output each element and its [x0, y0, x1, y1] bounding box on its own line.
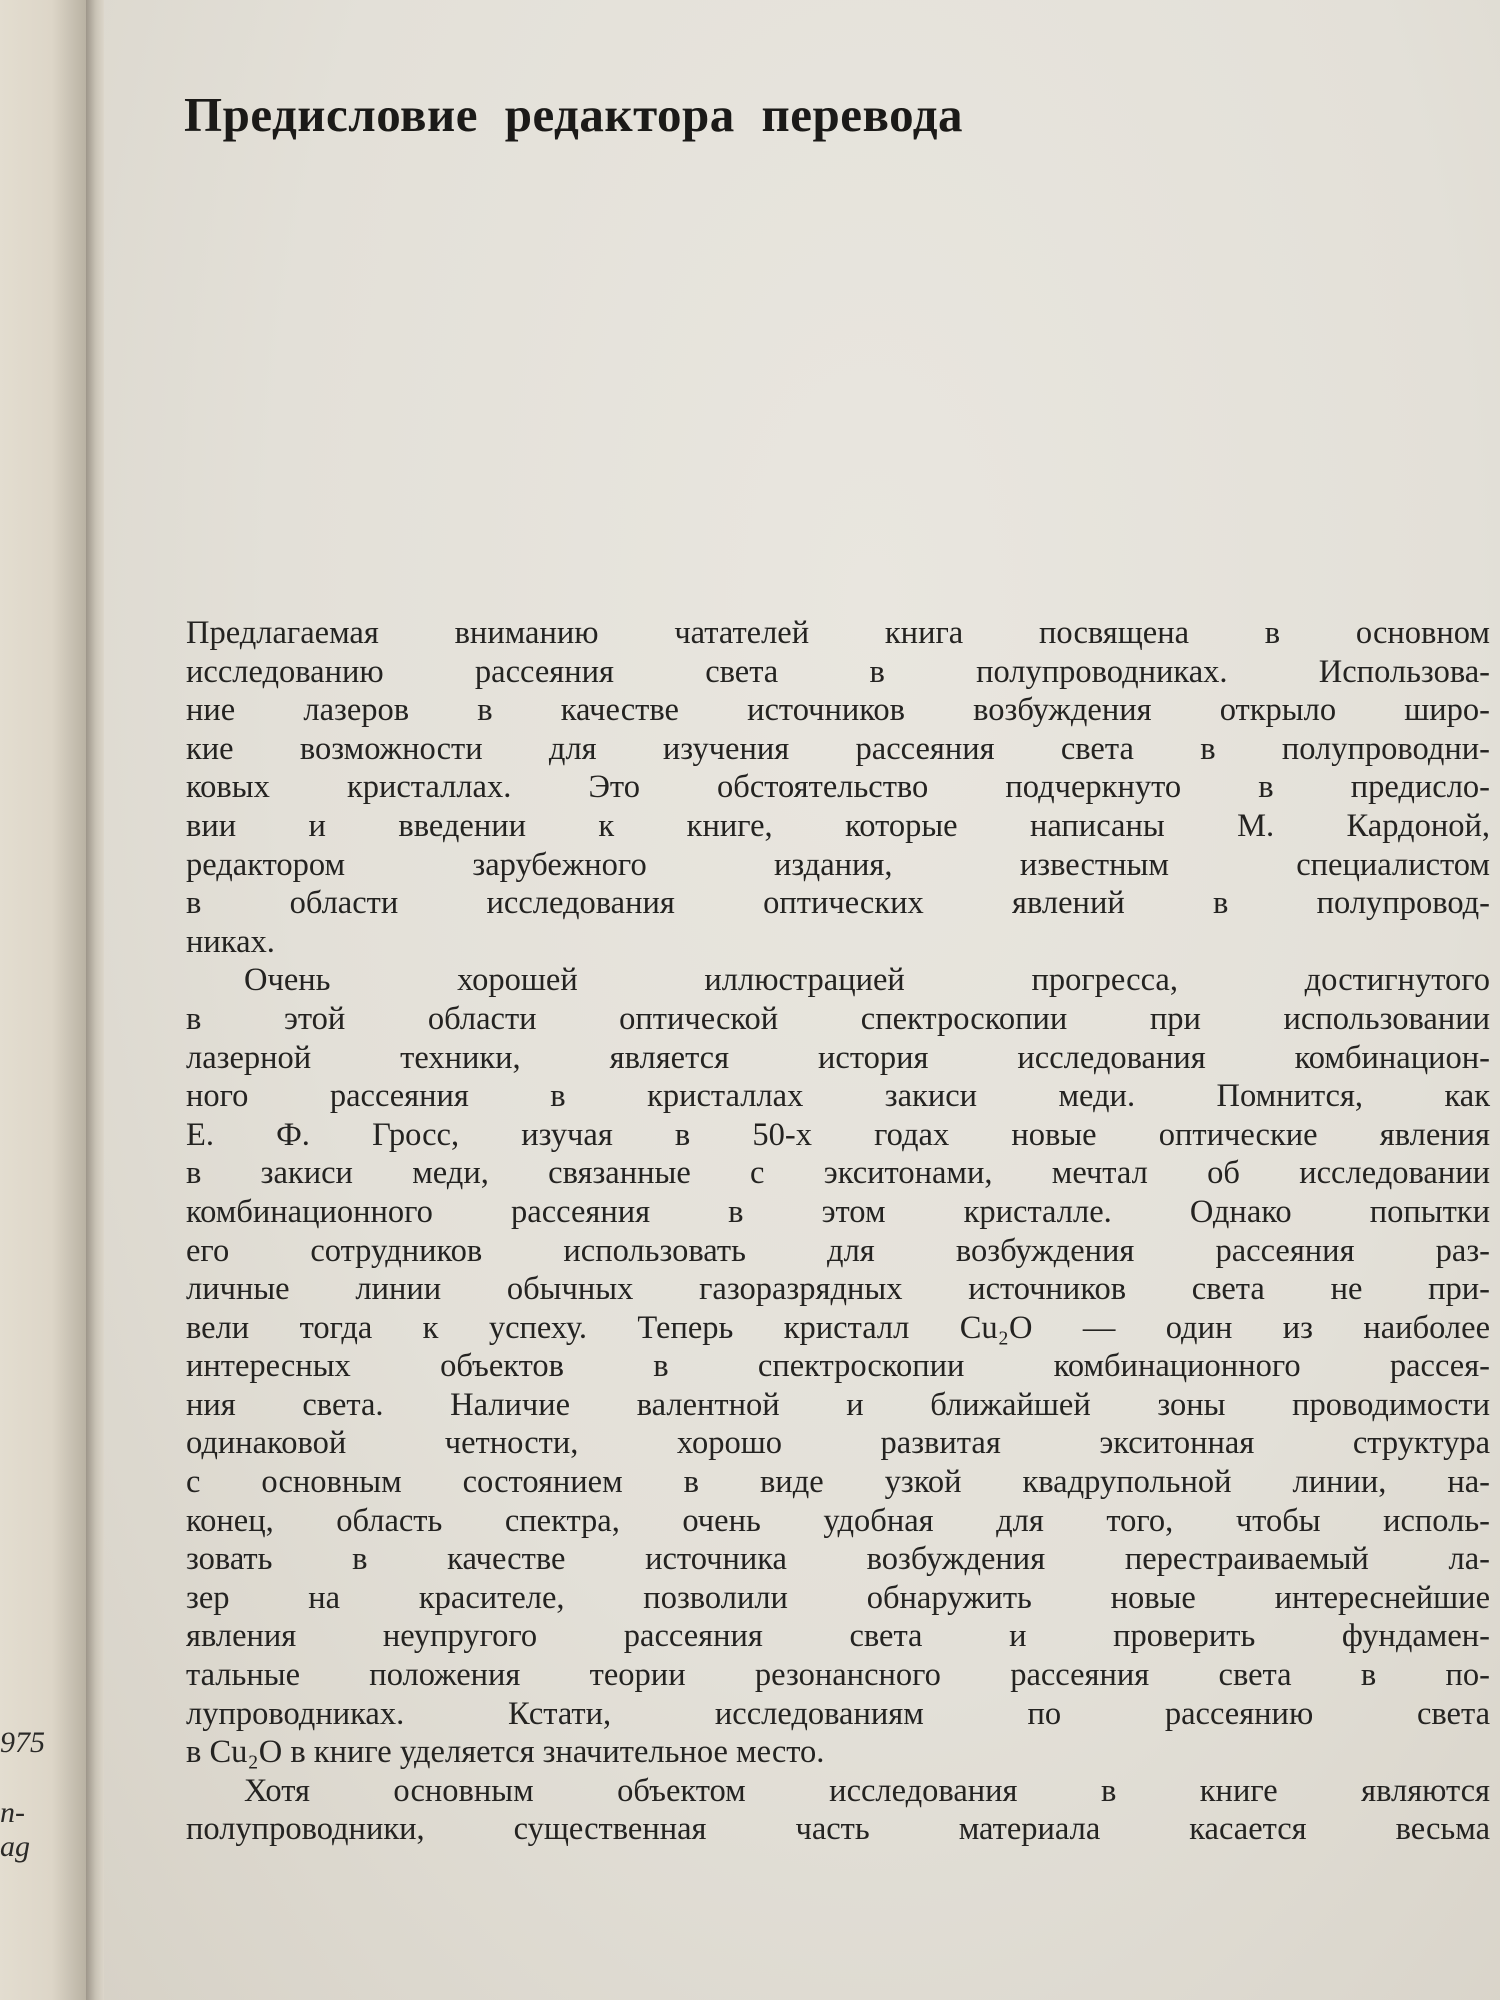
text-line: ния света. Наличие валентной и ближайшей зоны проводимости	[186, 1386, 1490, 1423]
text-line: никах.	[186, 923, 275, 960]
text-line: явления неупругого рассеяния света и проверить фундамен-	[186, 1618, 1490, 1655]
previous-page-fragment: ag	[0, 1830, 30, 1863]
text-line: в закиси меди, связанные с экситонами, мечтал об исследовании	[186, 1155, 1490, 1192]
text-line: редактором зарубежного издания, известным специалистом	[186, 846, 1490, 883]
text-line: комбинационного рассеяния в этом кристалле. Однако попытки	[186, 1193, 1490, 1230]
text-line: зовать в качестве источника возбуждения перестраиваемый ла-	[186, 1541, 1490, 1578]
text-line: личные линии обычных газоразрядных источников света не при-	[186, 1271, 1490, 1308]
previous-page-fragment: n-	[0, 1796, 25, 1829]
text-line: лазерной техники, является история исследования комбинацион-	[186, 1039, 1490, 1076]
book-gutter	[86, 0, 104, 2000]
text-line: Хотя основным объектом исследования в книге являются	[244, 1772, 1490, 1809]
body-text	[186, 614, 1490, 1849]
text-line: исследованию рассеяния света в полупроводниках. Использова-	[186, 653, 1490, 690]
text-line: одинаковой четности, хорошо развитая экситонная структура	[186, 1425, 1490, 1462]
text-line: кие возможности для изучения рассеяния света в полупроводни-	[186, 730, 1490, 767]
text-line: в области исследования оптических явлений в полупровод-	[186, 885, 1490, 922]
text-line: интересных объектов в спектроскопии комбинационного рассея-	[186, 1348, 1490, 1385]
text-line: ковых кристаллах. Это обстоятельство подчеркнуто в предисло-	[186, 769, 1490, 806]
text-line: полупроводники, существенная часть материала касается весьма	[186, 1811, 1490, 1848]
previous-page-edge	[0, 0, 86, 2000]
text-line: с основным состоянием в виде узкой квадрупольной линии, на-	[186, 1464, 1490, 1501]
text-line: в этой области оптической спектроскопии при использовании	[186, 1000, 1490, 1037]
book-page	[104, 0, 1500, 2000]
page-heading: Предисловие редактора перевода	[184, 87, 963, 142]
text-line: ного рассеяния в кристаллах закиси меди. Помнится, как	[186, 1078, 1490, 1115]
previous-page-fragment: 975	[0, 1726, 45, 1759]
text-line: зер на красителе, позволили обнаружить новые интереснейшие	[186, 1579, 1490, 1616]
text-line: Е. Ф. Гросс, изучая в 50-х годах новые оптические явления	[186, 1116, 1490, 1153]
text-line: Предлагаемая вниманию чатателей книга посвящена в основном	[186, 615, 1490, 651]
text-line: тальные положения теории резонансного рассеяния света в по-	[186, 1657, 1490, 1694]
text-line: его сотрудников использовать для возбуждения рассеяния раз-	[186, 1232, 1490, 1269]
text-line: вели тогда к успеху. Теперь кристалл Cu₂O — один из наиболее	[186, 1309, 1490, 1346]
text-line: вии и введении к книге, которые написаны М. Кардоной,	[186, 807, 1490, 844]
text-line: конец, область спектра, очень удобная для того, чтобы исполь-	[186, 1502, 1490, 1539]
text-line: в Cu₂O в книге уделяется значительное место.	[186, 1734, 825, 1771]
text-line: лупроводниках. Кстати, исследованиям по рассеянию света	[186, 1695, 1490, 1732]
text-line: ние лазеров в качестве источников возбуждения открыло широ-	[186, 692, 1490, 729]
text-line: Очень хорошей иллюстрацией прогресса, достигнутого	[244, 962, 1490, 999]
